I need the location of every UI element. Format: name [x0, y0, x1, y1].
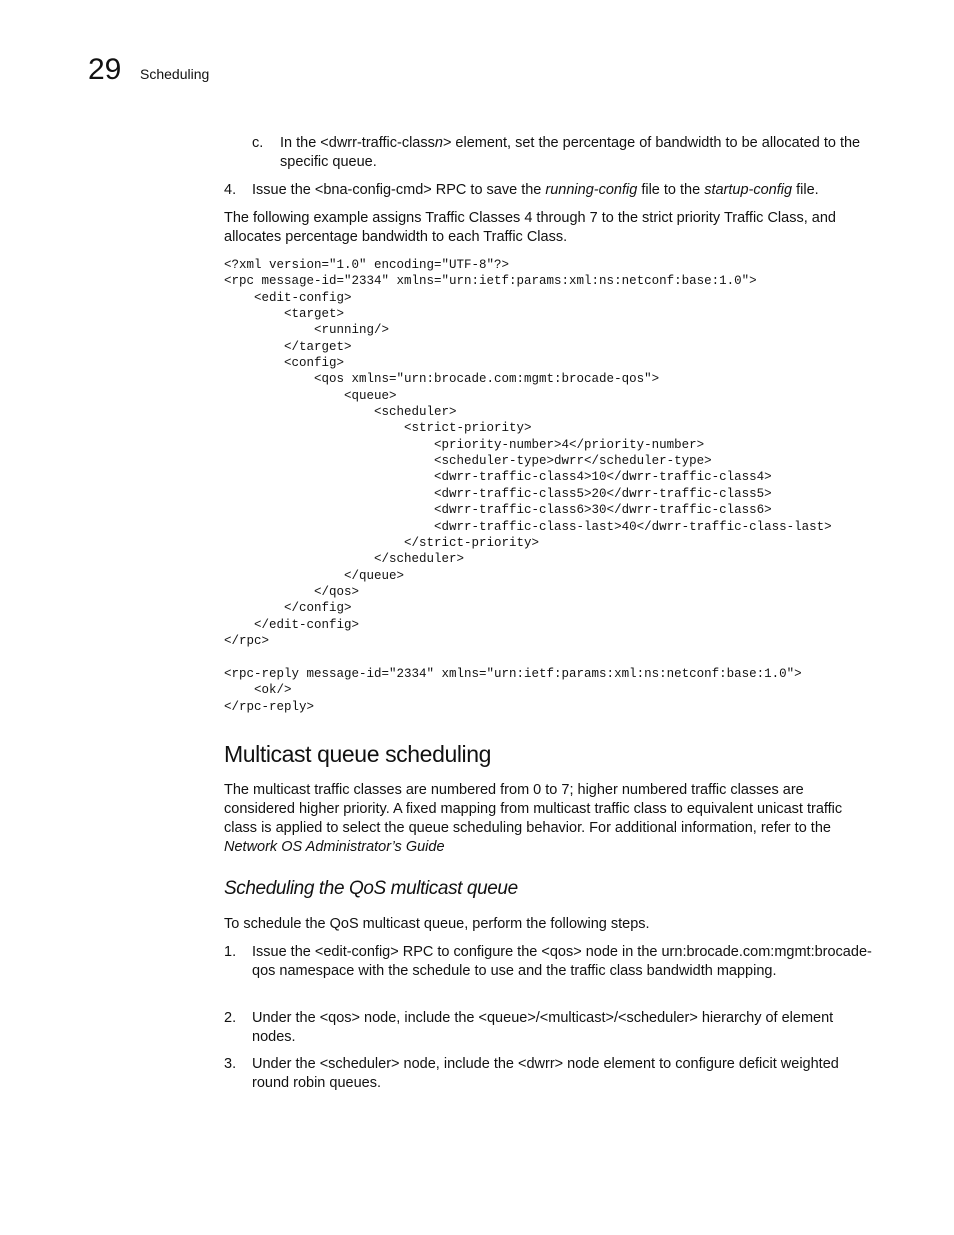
step-text: Under the <scheduler> node, include the <dwrr> node element to configure deficit weighted round robin queues. — [252, 1056, 839, 1091]
subsection-title: Scheduling the QoS multicast queue — [224, 878, 518, 899]
chapter-number: 29 — [88, 53, 122, 86]
step-4 — [224, 181, 874, 200]
list-item — [224, 943, 872, 981]
section-title: Multicast queue scheduling — [224, 741, 492, 767]
chapter-title: Scheduling — [140, 66, 210, 82]
step-marker: 2. — [224, 1010, 237, 1026]
list-item — [224, 1009, 872, 1047]
step-c — [252, 134, 872, 172]
step-text: Issue the <edit-config> RPC to configure the <qos> node in the urn:brocade.com:mgmt:brocade-qos namespace with the schedule to use and the traffic class bandwidth mapping. — [252, 944, 872, 979]
subsection-intro: To schedule the QoS multicast queue, perform the following steps. — [224, 916, 650, 932]
code-request: <?xml version="1.0" encoding="UTF-8"?> <rpc message-id="2334" xmlns="urn:ietf:params:xml:ns:netconf:base:1.0"> <edit-config> <target> <running/> </target> <config> <qos xmlns="urn:brocade.com:mgmt:brocade-qos"> <queue> <scheduler> <strict-priority> <priority-number>4</priority-number> <scheduler-type>dwrr</scheduler-type> <dwrr-traffic-class4>10</dwrr-traffic-class4> <dwrr-traffic-class5>20</dwrr-traffic-class5> <dwrr-traffic-class6>30</dwrr-traffic-class6> <dwrr-traffic-class-last>40</dwrr-traffic-class-last> </strict-priority> </scheduler> </queue> </qos> </config> </edit-config> </rpc> — [224, 258, 832, 648]
example-intro: The following example assigns Traffic Classes 4 through 7 to the strict priority Traffic Class, and allocates percentage bandwidth to each Traffic Class. — [224, 210, 836, 245]
step-marker: 1. — [224, 944, 237, 960]
step-text: In the <dwrr-traffic-classn> element, set the percentage of bandwidth to be allocated to the specific queue. — [280, 135, 861, 170]
step-marker: 3. — [224, 1056, 237, 1072]
step-text: Issue the <bna-config-cmd> RPC to save the running-config file to the startup-config file. — [252, 182, 819, 198]
step-marker: 4. — [224, 182, 237, 198]
section-paragraph: The multicast traffic classes are numbered from 0 to 7; higher numbered traffic classes are considered higher priority. A fixed mapping from multicast traffic class to equivalent unicast traffic class is applied to select the queue scheduling behavior. For additional information, refer to the Network OS Administrator’s Guide — [224, 782, 843, 855]
code-reply: <rpc-reply message-id="2334" xmlns="urn:ietf:params:xml:ns:netconf:base:1.0"> <ok/> </rpc-reply> — [224, 667, 802, 714]
step-marker: c. — [252, 135, 264, 151]
list-item — [224, 1055, 872, 1093]
step-text: Under the <qos> node, include the <queue>/<multicast>/<scheduler> hierarchy of element nodes. — [252, 1010, 834, 1045]
